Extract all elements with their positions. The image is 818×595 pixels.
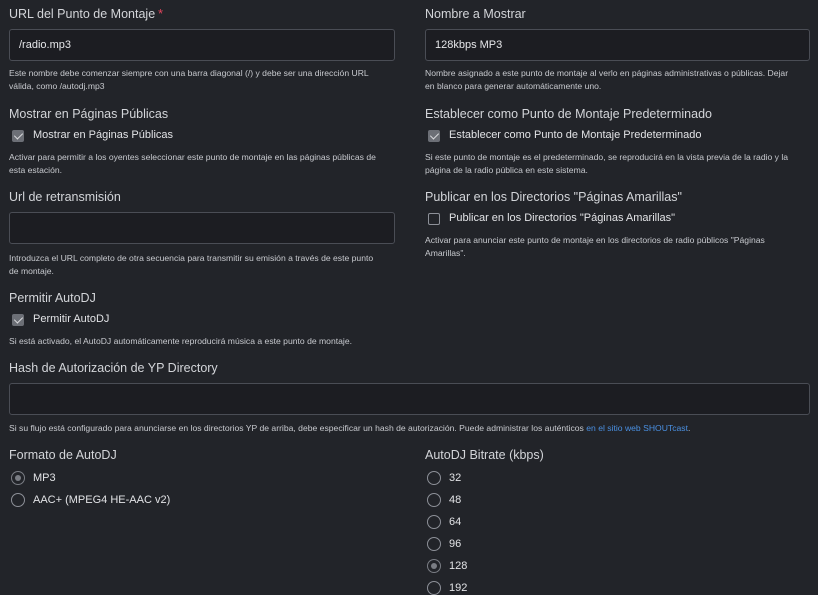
yp-hash-help — [9, 422, 814, 435]
yellow-pages-label: Publicar en los Directorios "Páginas Amarillas" — [425, 190, 682, 204]
default-mount-help — [425, 151, 817, 177]
public-pages-checkbox[interactable] — [12, 130, 24, 142]
format-radio-aac[interactable] — [11, 493, 25, 507]
format-radio-mp3[interactable] — [11, 471, 25, 485]
mount-url-input[interactable]: /radio.mp3 — [9, 29, 395, 61]
bitrate-radio-32[interactable] — [427, 471, 441, 485]
bitrate-radio-48[interactable] — [427, 493, 441, 507]
bitrate-radio-192[interactable] — [427, 581, 441, 595]
mount-url-help-line1: Este nombre debe comenzar siempre con una barra diagonal (/) y debe ser una dirección URL — [9, 68, 369, 78]
relay-url-label: Url de retransmisión — [9, 190, 121, 204]
mount-url-help-line2: válida, como /autodj.mp3 — [9, 81, 105, 91]
yellow-pages-help — [425, 234, 817, 260]
bitrate-option-64[interactable]: 64 — [449, 516, 462, 528]
bitrate-option-128[interactable]: 128 — [449, 560, 468, 572]
display-name-help-line2: en blanco para generar automáticamente uno. — [425, 81, 602, 91]
bitrate-option-192[interactable]: 192 — [449, 582, 468, 594]
mount-url-label — [9, 7, 163, 21]
bitrate-option-32[interactable]: 32 — [449, 472, 462, 484]
bitrate-radio-64[interactable] — [427, 515, 441, 529]
yellow-pages-help-line1: Activar para anunciar este punto de montaje en los directorios de radio públicos "Páginas — [425, 235, 765, 245]
yp-hash-help-end: . — [687, 423, 691, 433]
display-name-help-line1: Nombre asignado a este punto de montaje al verlo en páginas administrativas o públicas. Dejar — [425, 68, 789, 78]
autodj-format-label: Formato de AutoDJ — [9, 448, 117, 462]
public-pages-help-line2: esta estación. — [9, 165, 63, 175]
autodj-label: Permitir AutoDJ — [9, 291, 96, 305]
format-option-aac[interactable]: AAC+ (MPEG4 HE-AAC v2) — [33, 494, 171, 506]
autodj-help: Si está activado, el AutoDJ automáticamente reproducirá música a este punto de montaje. — [9, 336, 352, 346]
format-option-mp3[interactable]: MP3 — [33, 472, 56, 484]
default-mount-checkbox[interactable] — [428, 130, 440, 142]
yp-hash-label: Hash de Autorización de YP Directory — [9, 361, 218, 375]
yp-hash-help-text: Si su flujo está configurado para anunciarse en los directorios YP de arriba, debe especificar un hash de autorización. Puede administrar los auténticos — [9, 423, 587, 433]
required-mark: * — [158, 7, 164, 21]
relay-url-help-line1: Introduzca el URL completo de otra secuencia para transmitir su emisión a través de este punto — [9, 253, 374, 263]
autodj-checkbox-label[interactable]: Permitir AutoDJ — [33, 313, 110, 325]
default-mount-help-line2: página de la radio pública en este sistema. — [425, 165, 588, 175]
bitrate-option-48[interactable]: 48 — [449, 494, 462, 506]
mount-url-label-text: URL del Punto de Montaje — [9, 7, 156, 21]
shoutcast-link[interactable]: en el sitio web SHOUTcast — [586, 423, 688, 433]
public-pages-label: Mostrar en Páginas Públicas — [9, 107, 169, 121]
public-pages-help — [9, 151, 409, 177]
public-pages-help-line1: Activar para permitir a los oyentes seleccionar este punto de montaje en las páginas públicas de — [9, 152, 376, 162]
yellow-pages-checkbox[interactable] — [428, 213, 440, 225]
display-name-input[interactable]: 128kbps MP3 — [425, 29, 810, 61]
default-mount-label: Establecer como Punto de Montaje Predeterminado — [425, 107, 712, 121]
yellow-pages-help-line2: Amarillas". — [425, 248, 466, 258]
public-pages-checkbox-label[interactable]: Mostrar en Páginas Públicas — [33, 129, 174, 141]
yellow-pages-checkbox-label[interactable]: Publicar en los Directorios "Páginas Amarillas" — [449, 212, 676, 224]
yp-hash-input[interactable] — [9, 383, 810, 415]
default-mount-checkbox-label[interactable]: Establecer como Punto de Montaje Predeterminado — [449, 129, 702, 141]
relay-url-help-line2: de montaje. — [9, 266, 54, 276]
bitrate-option-96[interactable]: 96 — [449, 538, 462, 550]
bitrate-radio-96[interactable] — [427, 537, 441, 551]
bitrate-radio-128[interactable] — [427, 559, 441, 573]
default-mount-help-line1: Si este punto de montaje es el predeterminado, se reproducirá en la vista previa de la radio y la — [425, 152, 789, 162]
autodj-checkbox[interactable] — [12, 314, 24, 326]
mount-url-help — [9, 67, 409, 93]
display-name-help — [425, 67, 817, 93]
autodj-bitrate-label: AutoDJ Bitrate (kbps) — [425, 448, 544, 462]
display-name-label: Nombre a Mostrar — [425, 7, 526, 21]
relay-url-input[interactable] — [9, 212, 395, 244]
relay-url-help — [9, 252, 409, 278]
